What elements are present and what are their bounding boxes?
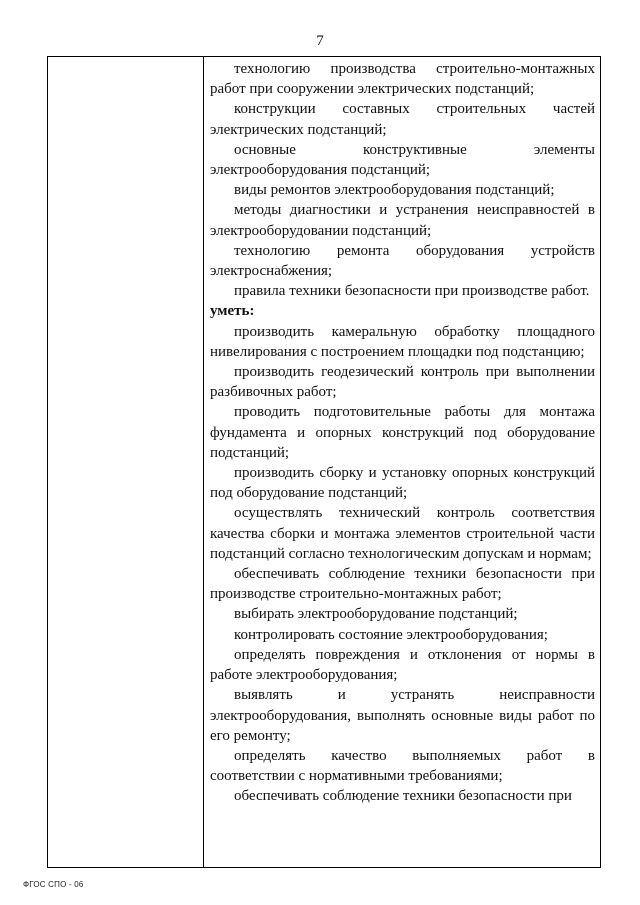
list-item: конструкции составных строительных частей электрических подстанций; (210, 101, 595, 138)
cell-text-block (210, 59, 595, 807)
footer-label: ФГОС СПО - 06 (23, 880, 84, 889)
list-item: выявлять и устранять неисправности электрооборудования, выполнять основные виды работ по его ремонту; (210, 687, 595, 744)
list-item: производить геодезический контроль при выполнении разбивочных работ; (210, 364, 595, 401)
list-item: обеспечивать соблюдение техники безопасности при (234, 788, 572, 805)
page-number: 7 (316, 33, 324, 49)
list-item: производить камеральную обработку площадного нивелирования с построением площадки под подстанцию; (210, 323, 595, 360)
list-item: проводить подготовительные работы для монтажа фундамента и опорных конструкций под оборудование подстанций; (210, 404, 595, 461)
list-item: виды ремонтов электрооборудования подстанций; (234, 182, 555, 199)
list-item: осуществлять технический контроль соответствия качества сборки и монтажа элементов строительной части подстанций согласно технологическим допускам и нормам; (210, 505, 595, 562)
list-item: методы диагностики и устранения неисправностей в электрооборудовании подстанций; (210, 202, 595, 239)
list-item: определять повреждения и отклонения от нормы в работе электрооборудования; (210, 646, 595, 684)
list-item: контролировать состояние электрооборудования; (234, 626, 548, 643)
list-item: выбирать электрооборудование подстанций; (234, 606, 518, 623)
list-item: обеспечивать соблюдение техники безопасности при производстве строительно-монтажных работ; (210, 566, 595, 603)
right-cell (204, 57, 601, 868)
list-item: определять качество выполняемых работ в соответствии с нормативными требованиями; (210, 747, 595, 785)
list-item: правила техники безопасности при производстве работ. (234, 283, 590, 300)
left-cell (48, 57, 204, 868)
list-item: технологию ремонта оборудования устройств электроснабжения; (210, 242, 595, 280)
table-row (48, 57, 601, 868)
list-item: технологию производства строительно-монтажных работ при сооружении электрических подстанций; (210, 61, 595, 98)
content-table (47, 56, 601, 868)
list-item: основные конструктивные элементы электрооборудования подстанций; (210, 141, 595, 179)
section-heading: уметь: (210, 303, 255, 320)
list-item: производить сборку и установку опорных конструкций под оборудование подстанций; (210, 465, 595, 502)
